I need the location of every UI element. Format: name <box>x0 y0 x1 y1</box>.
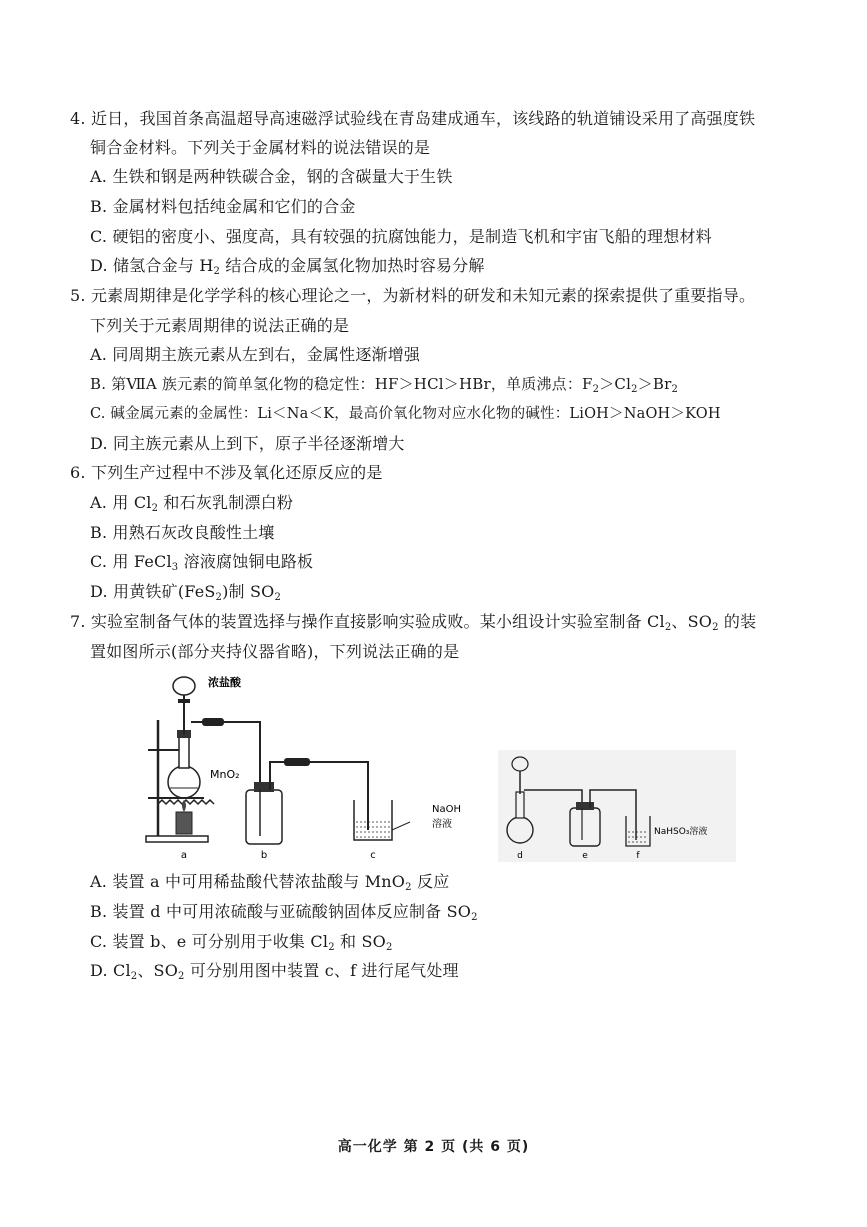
beaker-c-liquid <box>356 822 390 837</box>
round-flask <box>168 766 200 798</box>
naoh-pointer <box>392 822 410 830</box>
lamp-flame <box>182 800 186 812</box>
apparatus-figure-abc <box>140 672 480 867</box>
bottle-e-stopper <box>576 802 594 810</box>
label-e: e <box>582 851 588 861</box>
q5-option-b: B. 第ⅦA 族元素的简单氢化物的稳定性：HF＞HCl＞HBr，单质沸点：$F_2>Cl_2>Br_2$ <box>90 375 679 395</box>
rubber-connector-2 <box>284 758 310 766</box>
q5-stem-line2: 下列关于元素周期律的说法正确的是 <box>90 316 350 335</box>
label-nahso3: NaHSO₃溶液 <box>654 827 708 837</box>
label-solution: 溶液 <box>432 819 452 830</box>
wire-gauze <box>158 800 214 804</box>
q6-option-a: A. 用 $Cl_2$ 和石灰乳制漂白粉 <box>90 493 294 514</box>
q5-option-a: A. 同周期主族元素从左到右，金属性逐渐增强 <box>90 345 421 364</box>
flask-neck <box>179 734 189 768</box>
q7-option-c: C. 装置 b、e 可分别用于收集 $Cl_2$ 和 $SO_2$ <box>90 932 393 953</box>
flask-d-neck <box>516 792 524 818</box>
label-naoh: NaOH <box>432 804 461 815</box>
q4-option-c: C. 硬铝的密度小、强度高，具有较强的抗腐蚀能力，是制造飞机和宇宙飞船的理想材料 <box>90 227 712 246</box>
q7-option-a: A. 装置 a 中可用稀盐酸代替浓盐酸与 MnO$_2$ 反应 <box>90 872 450 893</box>
label-b: b <box>260 850 268 861</box>
alcohol-lamp <box>176 812 192 834</box>
label-d: d <box>517 851 523 861</box>
bottle-b <box>246 790 282 844</box>
label-conc-hcl: 浓盐酸 <box>208 676 241 689</box>
separatory-funnel <box>173 677 195 695</box>
q6-option-d: D. 用黄铁矿(FeS$_2$)制 $SO_2$ <box>90 582 282 603</box>
q4-option-d: D. 储氢合金与 $H_2$ 结合成的金属氢化物加热时容易分解 <box>90 256 485 277</box>
q7-stem-line2: 置如图所示(部分夹持仪器省略)，下列说法正确的是 <box>90 642 460 661</box>
q6-option-b: B. 用熟石灰改良酸性土壤 <box>90 523 275 542</box>
q6-option-c: C. 用 FeCl$_3$ 溶液腐蚀铜电路板 <box>90 552 314 573</box>
q7-option-b: B. 装置 d 中可用浓硫酸与亚硫酸钠固体反应制备 $SO_2$ <box>90 902 478 923</box>
label-c: c <box>370 850 376 861</box>
rubber-connector-1 <box>202 718 224 726</box>
funnel-stopcock <box>178 699 190 703</box>
page-footer: 高一化学 第 2 页 (共 6 页) <box>337 1139 530 1155</box>
q5-option-d: D. 同主族元素从上到下，原子半径逐渐增大 <box>90 434 405 453</box>
q7-option-d: D. $Cl_2$、$SO_2$ 可分别用图中装置 c、f 进行尾气处理 <box>90 961 459 982</box>
q4-stem-line1: 4. 近日，我国首条高温超导高速磁浮试验线在青岛建成通车，该线路的轨道铺设采用了高强度铁 <box>70 109 756 128</box>
q5-stem-line1: 5. 元素周期律是化学学科的核心理论之一，为新材料的研发和未知元素的探索提供了重要指导。 <box>70 286 756 305</box>
figure2-background <box>498 750 736 862</box>
q4-option-b: B. 金属材料包括纯金属和它们的合金 <box>90 197 356 216</box>
beaker-c <box>354 800 392 840</box>
stand-base <box>146 836 208 842</box>
label-a: a <box>180 850 188 861</box>
apparatus-figure-def <box>498 750 736 862</box>
q5-option-c: C. 碱金属元素的金属性：Li＜Na＜K，最高价氧化物对应水化物的碱性：LiOH＞NaOH＞KOH <box>90 406 721 422</box>
q6-stem: 6. 下列生产过程中不涉及氧化还原反应的是 <box>70 463 383 482</box>
label-f: f <box>636 851 640 861</box>
q7-stem-line1: 7. 实验室制备气体的装置选择与操作直接影响实验成败。某小组设计实验室制备 $Cl_2$、$SO_2$ 的装 <box>70 612 757 633</box>
label-mno2: MnO₂ <box>210 768 240 781</box>
q4-option-a: A. 生铁和钢是两种铁碳合金，钢的含碳量大于生铁 <box>90 167 453 186</box>
q4-stem-line2: 铜合金材料。下列关于金属材料的说法错误的是 <box>90 138 431 157</box>
